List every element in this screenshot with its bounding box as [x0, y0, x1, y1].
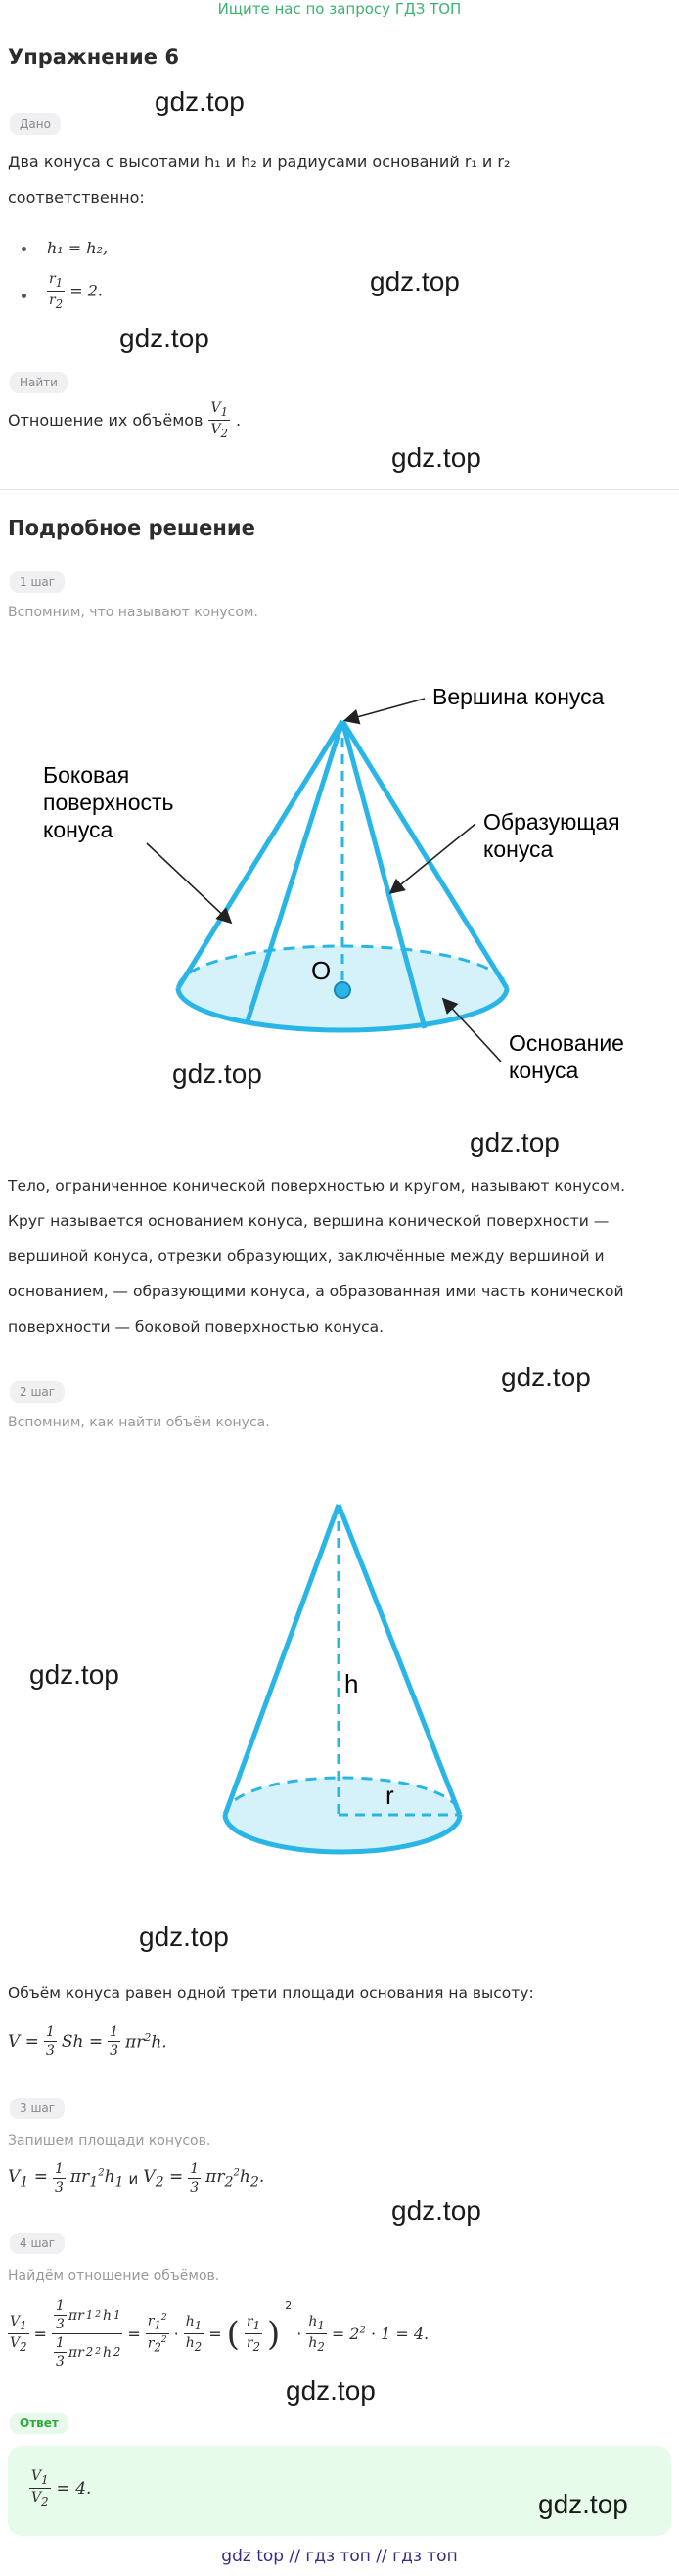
arrow-apex	[346, 699, 425, 720]
given-item-2-tail: = 2.	[69, 281, 103, 300]
step-text: Вспомним, что называют конусом.	[8, 605, 258, 620]
exercise-title: Упражнение 6	[8, 45, 179, 68]
find-row: Отношение их объёмов $\frac{V_1}{V_2}$ .	[8, 400, 242, 441]
center-point	[335, 982, 350, 998]
arrow-lateral	[147, 843, 230, 922]
bullet	[22, 294, 26, 298]
watermark: gdz.top	[470, 1127, 560, 1157]
given-text: Два конуса с высотами h₁ и h₂ и радиусами оснований r₁ и r₂	[8, 153, 511, 171]
label-apex: Вершина конуса	[432, 684, 605, 709]
definition-line: вершиной конуса, отрезки образующих, заключённые между вершиной и	[8, 1247, 605, 1265]
answer-formula: $\frac{V_1}{V_2}$ = 4.	[31, 2468, 92, 2509]
volumes-formula: $V_1$ = $\frac{1}{3}$ $\pi r_1^2h_1$ и $V_2$ = $\frac{1}{3}$ $\pi r_2^2h_2$.	[8, 2161, 265, 2195]
step-tag: 4 шаг	[10, 2233, 65, 2254]
cone-diagram	[0, 636, 679, 1145]
step-text: Найдём отношение объёмов.	[8, 2268, 220, 2283]
step-text: Запишем площади конусов.	[8, 2133, 211, 2148]
label-lateral-2: поверхность	[43, 790, 174, 815]
bullet	[22, 247, 26, 251]
watermark: gdz.top	[139, 1921, 229, 1952]
label-generator-1: Образующая	[483, 809, 620, 835]
label-lateral-3: конуса	[43, 817, 113, 842]
given-text-2: соответственно:	[8, 188, 145, 206]
find-tag: Найти	[10, 372, 68, 393]
given-tag: Дано	[10, 113, 61, 135]
step-tag: 2 шаг	[10, 1381, 65, 1403]
ratio-formula: $\frac{V_1}{V_2}$ = $\frac{1}{3}$ πr 1 2 h 1 $\frac{1}{3}$ πr 2 2 h 2 = $\frac{r_1^2}{r_2^2}$ · $\frac{h_1}{h_2}$ = ( $\frac{r_1}{r_2}$ ) 2 · $\frac{h_1}{h_2}$ = $2^2 \cdot 1 = 4$.	[10, 2298, 430, 2370]
step-tag: 3 шаг	[10, 2098, 65, 2119]
definition-line: Круг называется основанием конуса, вершина конической поверхности —	[8, 1212, 610, 1230]
watermark: gdz.top	[501, 1362, 591, 1392]
find-text: Отношение их объёмов	[8, 411, 204, 430]
label-r: r	[385, 1781, 394, 1810]
label-h: h	[344, 1669, 359, 1698]
label-base-1: Основание	[509, 1030, 624, 1056]
top-banner[interactable]: Ищите нас по запросу ГДЗ ТОП	[217, 0, 462, 18]
solution-title: Подробное решение	[8, 517, 255, 540]
footer-links[interactable]: gdz top // гдз топ // гдз топ	[221, 2547, 458, 2566]
watermark: gdz.top	[286, 2375, 376, 2406]
label-center: O	[311, 956, 332, 985]
volume-text: Объём конуса равен одной трети площади основания на высоту:	[8, 1984, 534, 2002]
definition-line: основанием, — образующими конуса, а образованная ими часть конической	[8, 1283, 624, 1300]
generator-left	[225, 1505, 339, 1815]
label-lateral-1: Боковая	[43, 762, 130, 788]
and-word: и	[128, 2169, 139, 2188]
watermark: gdz.top	[538, 2489, 628, 2519]
watermark: gdz.top	[119, 323, 209, 353]
watermark: gdz.top	[391, 2195, 481, 2226]
generator-right	[339, 1505, 460, 1815]
volume-formula: V = $\frac{1}{3}$ Sh = $\frac{1}{3}$ $\pi r^2h$.	[8, 2024, 167, 2058]
watermark: gdz.top	[370, 266, 460, 296]
watermark: gdz.top	[172, 1059, 262, 1089]
step-text: Вспомним, как найти объём конуса.	[8, 1415, 270, 1430]
step-tag: 1 шаг	[10, 571, 65, 593]
definition-line: Тело, ограниченное конической поверхностью и кругом, называют конусом.	[8, 1177, 626, 1195]
watermark: gdz.top	[391, 442, 481, 473]
answer-tag: Ответ	[10, 2413, 68, 2434]
watermark: gdz.top	[155, 86, 245, 116]
definition-line: поверхности — боковой поверхностью конуса.	[8, 1318, 385, 1335]
given-item-1: h₁ = h₂,	[47, 239, 109, 257]
watermark: gdz.top	[29, 1659, 119, 1690]
label-base-2: конуса	[509, 1058, 579, 1083]
given-item-2: $\frac{r_1}{r_2}$ = 2.	[49, 271, 103, 312]
arrow-generator	[391, 824, 475, 892]
definition-paragraph	[8, 1168, 673, 1344]
label-generator-2: конуса	[483, 836, 554, 862]
divider	[0, 489, 679, 490]
